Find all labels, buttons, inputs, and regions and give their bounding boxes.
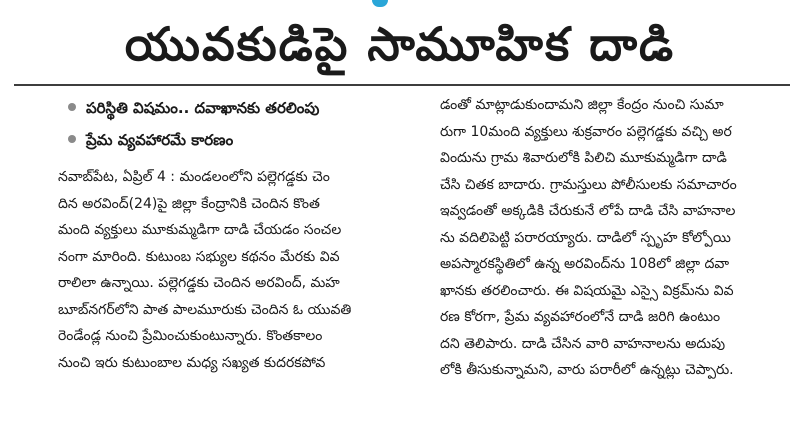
article-left-column	[58, 92, 430, 376]
body-line: నంగా మారింది. కుటుంబ సభ్యుల కథనం మేరకు వివ	[58, 248, 340, 265]
body-line: డంతో మాట్లాడుకుందామని జిల్లా కేంద్రం నుంచి సుమా	[440, 97, 724, 113]
bullet-icon	[68, 135, 76, 143]
highlight-item	[58, 124, 430, 156]
body-line: ను వదిలిపెట్టి పరారయ్యారు. దాడిలో స్పృహ కోల్పోయి	[440, 229, 731, 246]
article-body-left	[58, 164, 430, 376]
body-line: రుగా 10మంది వ్యక్తులు శుక్రవారం పల్లెగడ్డకు వచ్చి అర	[440, 123, 732, 140]
highlight-text: ప్రేమ వ్యవహారమే కారణం	[86, 131, 234, 149]
body-line: అపస్మారకస్థితిలో ఉన్న అరవింద్‌ను 108లో జిల్లా దవా	[440, 256, 730, 272]
body-line: రణ కోరగా, ప్రేమ వ్యవహారంలోనే దాడి జరిగి ఉంటుం	[440, 309, 721, 325]
article-right-column	[440, 92, 788, 384]
body-line: రెండేండ్ల నుంచి ప్రేమించుకుంటున్నారు. కొంతకాలం	[58, 328, 323, 344]
highlight-text: పరిస్థితి విషమం.. దవాఖానకు తరలింపు	[86, 99, 320, 117]
page-top-marker	[372, 0, 388, 7]
body-line: బూబ్‌నగర్‌లోని పాత పాలమూరుకు చెందిన ఓ యువతి	[58, 301, 352, 318]
body-line: నుంచి ఇరు కుటుంబాల మధ్య సఖ్యత కుదరకపోవ	[58, 354, 326, 371]
body-line: దిన అరవింద్(24)పై జిల్లా కేంద్రానికి చెందిన కొంత	[58, 195, 320, 212]
article-highlights	[58, 92, 430, 156]
body-line: దని తెలిపారు. దాడి చేసిన వారి వాహనాలను అదుపు	[440, 335, 726, 352]
body-line: ఇవ్వడంతో అక్కడికి చేరుకునే లోపే దాడి చేసి వాహనాల	[440, 203, 736, 219]
body-line: ఖానకు తరలించారు. ఈ విషయమై ఎస్సై విక్రమ్‌ను వివ	[440, 282, 734, 299]
body-line: రాలిలా ఉన్నాయి. పల్లెగడ్డకు చెందిన అరవింద్, మహ	[58, 275, 340, 291]
bullet-icon	[68, 103, 76, 111]
body-line: చేసి చితక బాదారు. గ్రామస్తులు పోలీసులకు సమాచారం	[440, 176, 737, 193]
body-line: మంది వ్యక్తులు మూకుమ్మడిగా దాడి చేయడం సంచల	[58, 222, 342, 238]
highlight-item	[58, 92, 430, 124]
body-line: విందును గ్రామ శివారులోకి పిలిచి మూకుమ్మడిగా దాడి	[440, 150, 727, 166]
body-line: నవాబ్‌పేట, ఏప్రిల్ 4 : మండలంలోని పల్లెగడ్డకు చెం	[58, 169, 330, 185]
body-line: లోకి తీసుకున్నామని, వారు పరారీలో ఉన్నట్లు చెప్పారు.	[440, 362, 734, 378]
headline-divider	[14, 84, 790, 86]
article-headline: యువకుడిపై సామూహిక దాడి	[124, 17, 676, 71]
